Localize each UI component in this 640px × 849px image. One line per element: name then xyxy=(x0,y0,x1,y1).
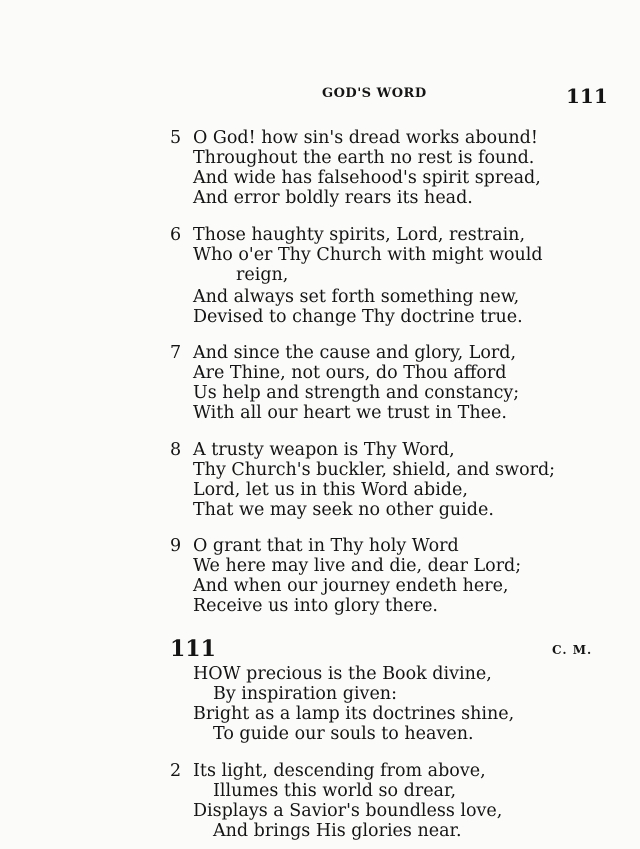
verse-line: HOW precious is the Book divine, xyxy=(193,664,492,684)
verse-line: And always set forth something new, xyxy=(193,287,520,307)
meter-label: C. M. xyxy=(552,643,593,657)
verse-line: O God! how sin's dread works abound! xyxy=(193,128,538,148)
verse-line: Throughout the earth no rest is found. xyxy=(193,148,535,168)
verse-line: Illumes this world so drear, xyxy=(213,781,457,801)
verse-line: Who o'er Thy Church with might would xyxy=(193,245,543,265)
stanza-number: 2 xyxy=(170,761,182,781)
verse-line: A trusty weapon is Thy Word, xyxy=(193,440,455,460)
stanza-number: 9 xyxy=(170,536,182,556)
verse-line: O grant that in Thy holy Word xyxy=(193,536,459,556)
verse-line: Us help and strength and constancy; xyxy=(193,383,520,403)
verse-line: Its light, descending from above, xyxy=(193,761,486,781)
verse-line: Displays a Savior's boundless love, xyxy=(193,801,503,821)
verse-line: And since the cause and glory, Lord, xyxy=(193,343,517,363)
running-title: GOD'S WORD xyxy=(322,86,427,101)
verse-line: Lord, let us in this Word abide, xyxy=(193,480,468,500)
verse-line: Devised to change Thy doctrine true. xyxy=(193,307,523,327)
verse-line: Bright as a lamp its doctrines shine, xyxy=(193,704,515,724)
verse-line: reign, xyxy=(236,265,289,285)
stanza-number: 8 xyxy=(170,440,182,460)
verse-line: Thy Church's buckler, shield, and sword; xyxy=(193,460,556,480)
verse-line: With all our heart we trust in Thee. xyxy=(193,403,507,423)
stanza-number: 5 xyxy=(170,128,182,148)
stanza-number: 7 xyxy=(170,343,182,363)
verse-line: Receive us into glory there. xyxy=(193,596,438,616)
verse-line: We here may live and die, dear Lord; xyxy=(193,556,522,576)
hymn-number: 111 xyxy=(170,636,216,662)
verse-line: And wide has falsehood's spirit spread, xyxy=(193,168,541,188)
verse-line: To guide our souls to heaven. xyxy=(213,724,474,744)
verse-line: Those haughty spirits, Lord, restrain, xyxy=(193,225,526,245)
verse-line: And error boldly rears its head. xyxy=(193,188,473,208)
stanza-number: 6 xyxy=(170,225,182,245)
verse-line: And brings His glories near. xyxy=(213,821,462,841)
page-number: 111 xyxy=(566,84,608,108)
verse-line: By inspiration given: xyxy=(213,684,397,704)
verse-line: And when our journey endeth here, xyxy=(193,576,509,596)
verse-line: That we may seek no other guide. xyxy=(193,500,494,520)
verse-line: Are Thine, not ours, do Thou afford xyxy=(193,363,507,383)
page-header xyxy=(0,84,640,114)
